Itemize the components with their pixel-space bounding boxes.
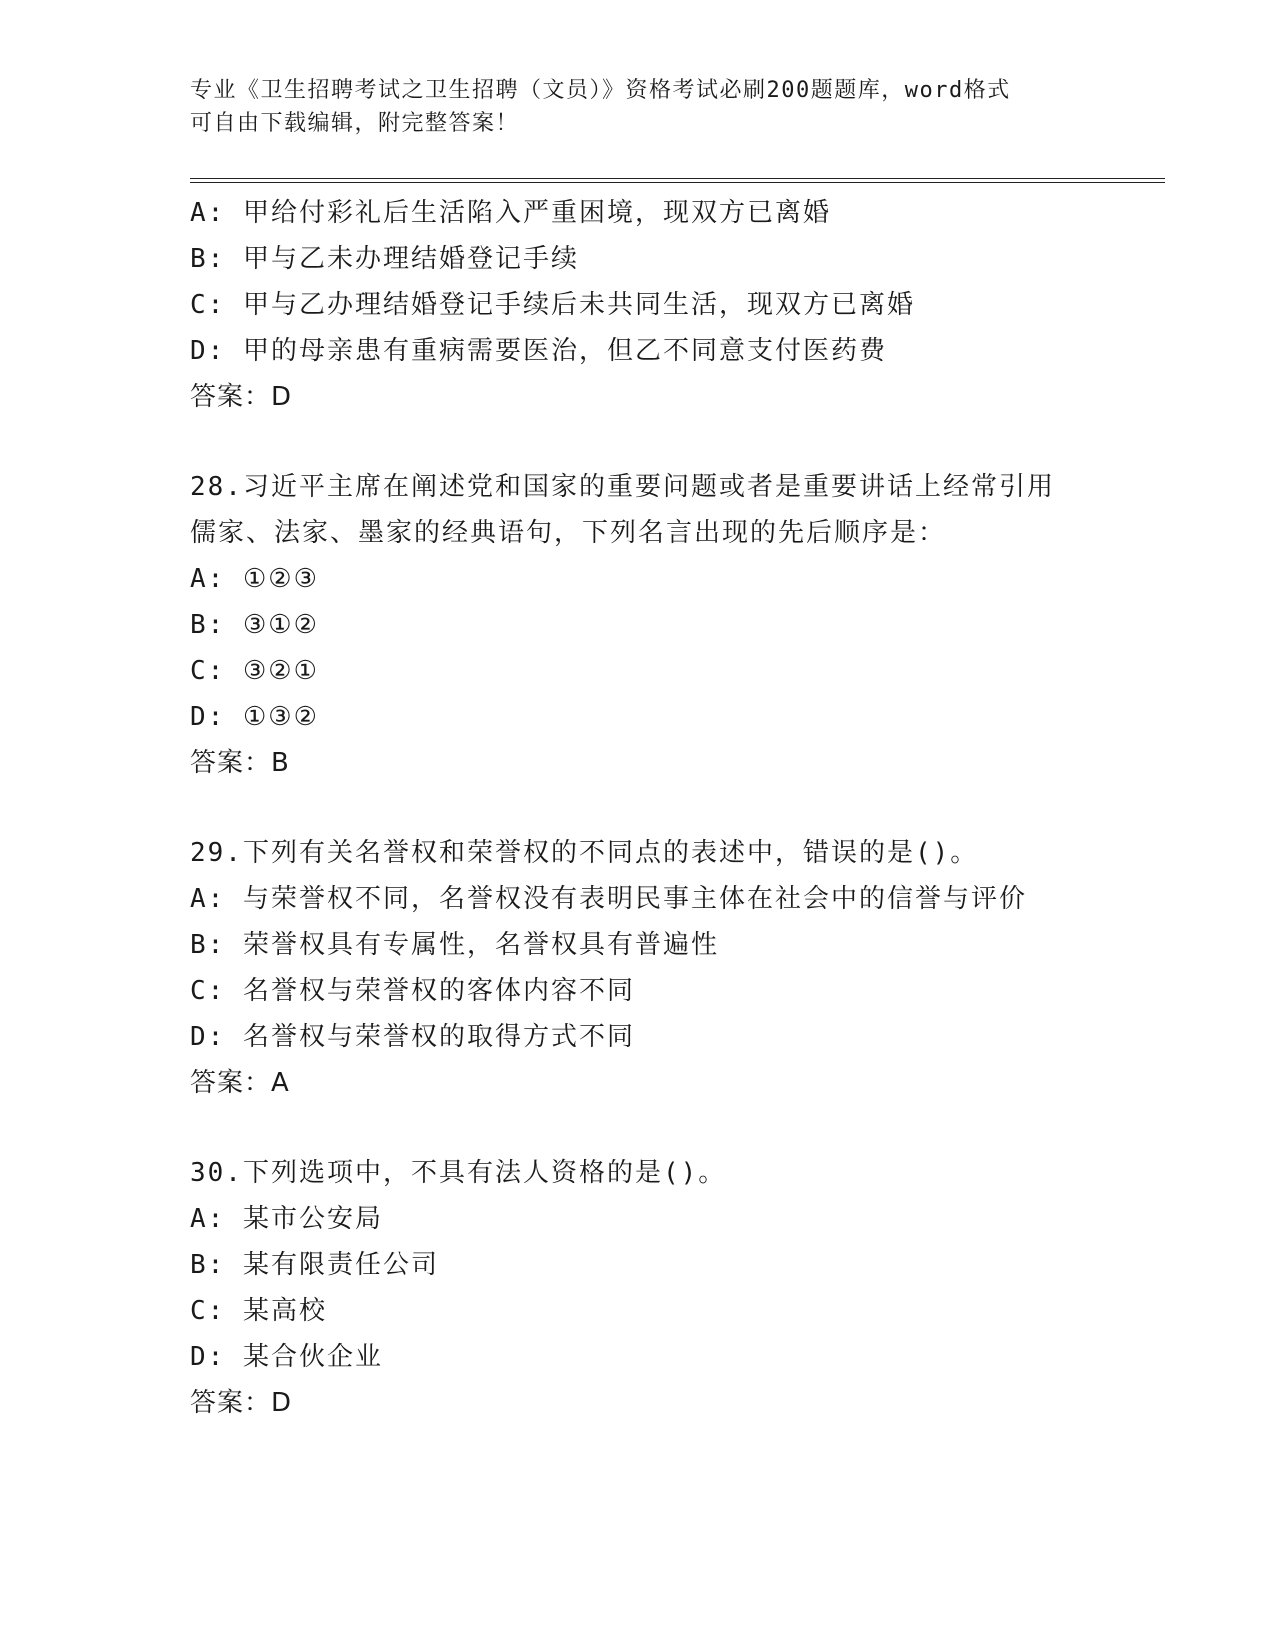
- q27-option-d: D: 甲的母亲患有重病需要医治，但乙不同意支付医药费: [190, 336, 887, 366]
- q28-option-d: D: ①③②: [190, 702, 319, 732]
- q28-question-line-1: 28.习近平主席在阐述党和国家的重要问题或者是重要讲话上经常引用: [190, 472, 1055, 502]
- q29-option-c: C: 名誉权与荣誉权的客体内容不同: [190, 976, 635, 1006]
- q29-option-b: B: 荣誉权具有专属性，名誉权具有普遍性: [190, 930, 719, 960]
- header-double-rule: [190, 178, 1165, 183]
- q27-option-a: A: 甲给付彩礼后生活陷入严重困境，现双方已离婚: [190, 198, 831, 228]
- spacer: [190, 420, 1150, 464]
- q28-answer: 答案：B: [190, 748, 290, 778]
- q28-option-c: C: ③②①: [190, 656, 319, 686]
- document-body: [190, 190, 1150, 1426]
- q29-option-d: D: 名誉权与荣誉权的取得方式不同: [190, 1022, 635, 1052]
- header-title-line-2: 可自由下载编辑，附完整答案！: [190, 111, 520, 136]
- q29-question: 29.下列有关名誉权和荣誉权的不同点的表述中，错误的是()。: [190, 838, 979, 868]
- q28-option-b: B: ③①②: [190, 610, 319, 640]
- question-27-block: [190, 190, 1150, 420]
- q30-answer: 答案：D: [190, 1388, 293, 1418]
- q27-option-c: C: 甲与乙办理结婚登记手续后未共同生活，现双方已离婚: [190, 290, 915, 320]
- q29-answer: 答案：A: [190, 1068, 290, 1098]
- question-30-block: [190, 1150, 1150, 1426]
- q30-option-b: B: 某有限责任公司: [190, 1250, 439, 1280]
- q29-option-a: A: 与荣誉权不同，名誉权没有表明民事主体在社会中的信誉与评价: [190, 884, 1027, 914]
- q27-answer: 答案：D: [190, 382, 293, 412]
- q30-option-a: A: 某市公安局: [190, 1204, 383, 1234]
- q30-option-d: D: 某合伙企业: [190, 1342, 383, 1372]
- q27-option-b: B: 甲与乙未办理结婚登记手续: [190, 244, 579, 274]
- q30-option-c: C: 某高校: [190, 1296, 327, 1326]
- spacer: [190, 1106, 1150, 1150]
- spacer: [190, 786, 1150, 830]
- q28-option-a: A: ①②③: [190, 564, 319, 594]
- document-header: [190, 74, 1090, 140]
- question-29-block: [190, 830, 1150, 1106]
- q30-question: 30.下列选项中，不具有法人资格的是()。: [190, 1158, 727, 1188]
- q28-question-line-2: 儒家、法家、墨家的经典语句，下列名言出现的先后顺序是：: [190, 518, 947, 548]
- header-title-line-1: 专业《卫生招聘考试之卫生招聘（文员）》资格考试必刷200题题库，word格式: [190, 78, 1011, 103]
- question-28-block: [190, 464, 1150, 786]
